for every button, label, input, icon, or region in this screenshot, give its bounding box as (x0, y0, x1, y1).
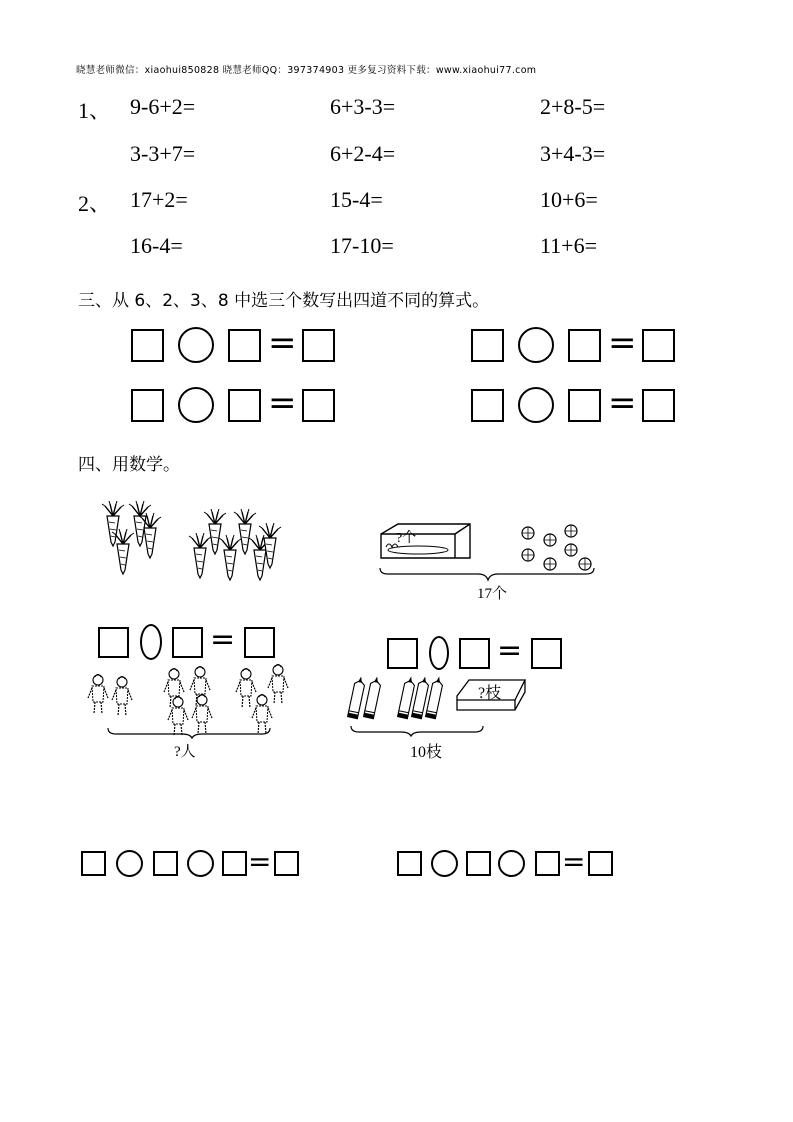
problem-2-2: 15-4= (330, 187, 383, 212)
equals-sign: = (268, 383, 297, 423)
answer-box[interactable] (588, 851, 613, 876)
page-header: 晓慧老师微信：xiaohui850828 晓慧老师QQ：397374903 更多复习资料下载：www.xiaohui77.com (76, 65, 537, 76)
answer-box[interactable] (568, 389, 601, 422)
pencil-total-label: 10枝 (410, 744, 443, 761)
operator-circle[interactable] (518, 387, 554, 423)
equals-sign: = (248, 845, 272, 878)
section2-number: 2、 (78, 191, 112, 216)
section4-title: 四、用数学。 (78, 455, 180, 475)
answer-box[interactable] (642, 329, 675, 362)
carrots-illustration (95, 498, 300, 583)
person-icon (112, 677, 132, 717)
answer-box[interactable] (131, 389, 164, 422)
problem-2-4: 16-4= (130, 233, 183, 258)
section3-title: 三、从 6、2、3、8 中选三个数写出四道不同的算式。 (78, 291, 490, 311)
pencils-illustration (345, 676, 530, 742)
answer-box[interactable] (228, 389, 261, 422)
pencil-icon (348, 676, 367, 719)
carrot-icon (234, 509, 256, 554)
pencil-icon (364, 676, 383, 719)
operator-circle[interactable] (178, 327, 214, 363)
operator-circle[interactable] (187, 850, 214, 877)
equals-sign: = (210, 622, 236, 657)
answer-box[interactable] (98, 627, 129, 658)
answer-box[interactable] (471, 329, 504, 362)
section1-number: 1、 (78, 98, 112, 123)
operator-circle[interactable] (429, 636, 449, 670)
equals-sign: = (562, 845, 586, 878)
answer-box[interactable] (274, 851, 299, 876)
person-icon (88, 675, 108, 715)
problem-1-1: 9-6+2= (130, 94, 196, 119)
answer-box[interactable] (459, 638, 490, 669)
answer-box[interactable] (131, 329, 164, 362)
operator-circle[interactable] (178, 387, 214, 423)
problem-1-2: 6+3-3= (330, 94, 396, 119)
answer-box[interactable] (302, 389, 335, 422)
answer-box[interactable] (228, 329, 261, 362)
answer-box[interactable] (153, 851, 178, 876)
answer-box[interactable] (535, 851, 560, 876)
answer-box[interactable] (302, 329, 335, 362)
pencil-icon (426, 676, 445, 719)
answer-box[interactable] (397, 851, 422, 876)
problem-2-5: 17-10= (330, 233, 394, 258)
answer-box[interactable] (81, 851, 106, 876)
problem-2-3: 10+6= (540, 187, 598, 212)
problem-2-1: 17+2= (130, 187, 188, 212)
person-icon (268, 665, 288, 705)
total-count-label: 17个 (477, 586, 508, 602)
problem-1-3: 2+8-5= (540, 94, 606, 119)
answer-box[interactable] (531, 638, 562, 669)
problem-1-5: 6+2-4= (330, 141, 396, 166)
box-question-label: ?个 (396, 531, 417, 546)
operator-circle[interactable] (140, 624, 162, 660)
carrot-icon (219, 535, 241, 580)
person-icon (192, 695, 212, 735)
problem-1-4: 3-3+7= (130, 141, 196, 166)
equals-sign: = (608, 383, 637, 423)
equals-sign: = (497, 633, 523, 668)
answer-box[interactable] (387, 638, 418, 669)
operator-circle[interactable] (498, 850, 525, 877)
answer-box[interactable] (172, 627, 203, 658)
operator-circle[interactable] (518, 327, 554, 363)
carrot-icon (189, 533, 211, 578)
carrot-icon (102, 501, 124, 546)
carrot-icon (204, 509, 226, 554)
person-icon (236, 669, 256, 709)
answer-box[interactable] (471, 389, 504, 422)
equals-sign: = (608, 323, 637, 363)
problem-1-6: 3+4-3= (540, 141, 606, 166)
people-question-label: ?人 (174, 744, 196, 760)
equals-sign: = (268, 323, 297, 363)
people-illustration (86, 660, 286, 740)
operator-circle[interactable] (431, 850, 458, 877)
operator-circle[interactable] (116, 850, 143, 877)
answer-box[interactable] (568, 329, 601, 362)
answer-box[interactable] (642, 389, 675, 422)
pencil-box-question-label: ?枝 (478, 685, 502, 702)
answer-box[interactable] (466, 851, 491, 876)
person-icon (252, 695, 272, 735)
answer-box[interactable] (222, 851, 247, 876)
problem-2-6: 11+6= (540, 233, 597, 258)
answer-box[interactable] (244, 627, 275, 658)
